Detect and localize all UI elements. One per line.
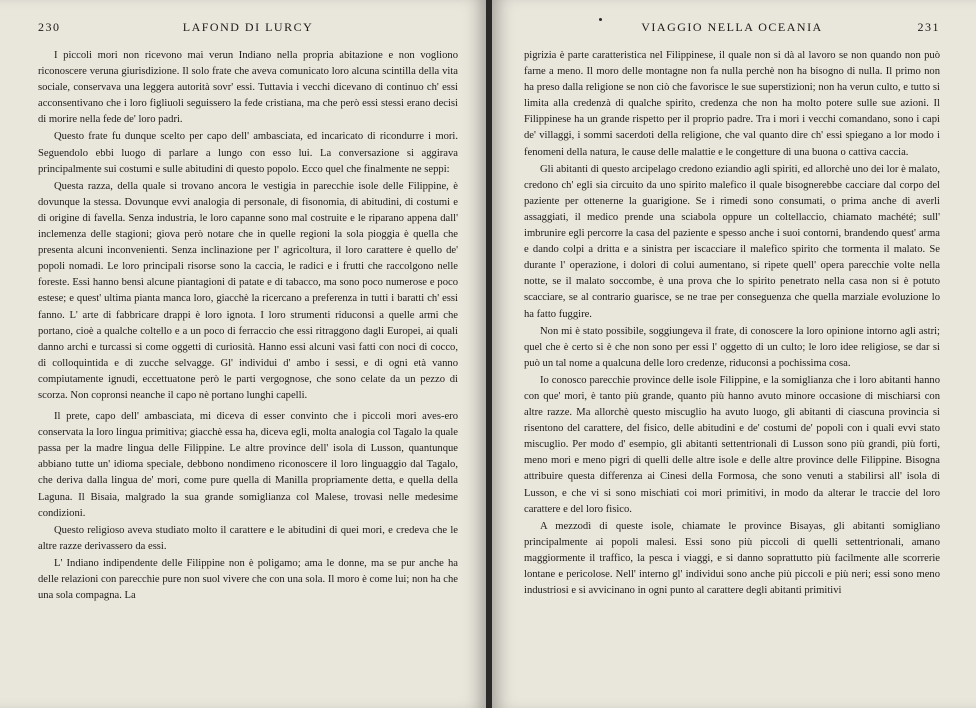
left-page-number: 230: [38, 20, 61, 34]
right-page-content: [524, 20, 940, 599]
ink-speck: [599, 18, 602, 21]
paragraph: Questo frate fu dunque scelto per capo dell' ambasciata, ed incaricato di ricondurre i mori. Seguendolo ebbi luogo di parlare a lungo con esso lui. La conversazione si aggirava principalmente sui costumi e sulle abitudini di questo popolo. Ecco quel che finalmente ne seppi:: [38, 131, 458, 175]
paragraph: I piccoli mori non ricevono mai verun Indiano nella propria abitazione e non vogliono riconoscere veruna giurisdizione. Il solo frate che aveva comunicato loro alcuna scintilla della vita sociale, conservava una leggera autorità sovr' essi. Tuttavia i vecchi dicevano di continuo ch' essi acconsentivano che i loro figliuoli seguissero la fede cristiana, ma che però essi stessi erano decisi di morire nella fede de' loro padri.: [38, 50, 458, 126]
paragraph: A mezzodì di queste isole, chiamate le province Bisayas, gli abitanti somigliano principalmente ai popoli malesi. Essi sono più piccoli di quelli settentrionali, amano maggiormente il traffico, la pesca i viaggi, e si danno soprattutto più facilmente alle scorrerie lontane e pericolose. Nell' interno gl' individui sono anche più piccoli e più neri; essi sono meno industriosi e si avvicinano in ogni punto al carattere degli abitanti primitivi: [524, 520, 940, 597]
right-page: [492, 0, 976, 708]
paragraph: Questa razza, della quale si trovano ancora le vestigia in parecchie isole delle Filippine, è dovunque la stessa. Dovunque evvi analogia di personale, di fisonomia, di abitudini, di costumi e di origine di favella. Senza industria, le loro capanne sono mal costruite e le riparano appena dall' inclemenza delle stagioni; giova però notare che in quelle regioni la sola pioggia è quella che presenta alcuni inconvenienti. Senza inclinazione per l' agricoltura, il loro carattere è quello de' popoli nomadi. Le loro principali risorse sono la caccia, le radici e i frutti che raccolgono nelle foreste. Essi hanno bensì alcune piantagioni di patate e di tabacco, ma sono poco numerose e poco estese; e quest' ultima pianta manca loro, giacchè la ricercano a preferenza in tutti i baratti ch' essi fanno. L' arte di fabbricare drappi è loro ignota. I loro strumenti riduconsi a quelle armi che portano, cioè a qualche coltello e a un poco di ferraccio che essi ritraggono dagli Europei, ai quali danno archi e turcassi si come oggetti di curiosità. Hanno essi alcuni vasi fatti con noci di cocco, di colloquintida e di zucche selvagge. Gl' individui d' ambo i sessi, e di ogni età vanno compiutamente ignudi, eccettuatone però le parti vergognose, che sono celate da un pezzo di scorza. Non copronsi neanche il capo nè portano lunghi capelli.: [38, 180, 458, 401]
right-running-title: VIAGGIO NELLA OCEANIA: [641, 20, 823, 34]
left-body-text: [38, 48, 458, 604]
paragraph: Io conosco parecchie province delle isole Filippine, e la somiglianza che i loro abitanti hanno con que' mori, è tanto più grande, quanto più hanno avuto minore occasione di mischiarsi con altre razze. Ma allorchè questo miscuglio ha avuto luogo, gli abitanti di ciascuna provincia si risentono del carattere, del fisico, delle abitudini e de' costumi de' popoli con i quali evvi stato miscuglio. Per modo d' esempio, gli abitanti settentrionali di Lusson sono più grandi, più forti, meno mori e meno pigri di quelli delle altre isole e delle altre province delle Filippine. Bisogna attribuire questa differenza ai Cinesi della Formosa, che sono venuti a stabilirsi all' isola di Lusson, e che vi si sono mischiati coi mori primitivi, in modo da alterar le traccie del loro carattere e del loro fisico.: [524, 374, 940, 515]
right-page-number: 231: [917, 20, 940, 34]
paragraph: Gli abitanti di questo arcipelago credono eziandio agli spiriti, ed allorchè uno dei lor è malato, credono ch' egli sia circuito da uno spirito malefico il quale bisognerebbe cacciare dal corpo del paziente per ottenerne la guarigione. Se i rimedi sono consumati, o prima anche di averli assaggiati, il medico prende una sciabola oppure un coltellaccio, chiamato machété; sull' imbrunire egli percorre la casa del paziente e spesso anche i suoi contorni, brandendo quest' arma e dando colpi a dritta e a sinistra per iscacciare il malefico spirito che tormenta il malato. Se durante l' operazione, i dolori di colui aumentano, si ripete quell' opera parecchie volte nella notte, se il malato soccombe, è una prova che lo spirito penetrato nella casa non si è potuto scacciare, se al contrario guarisce, se ne trae per conseguenza che quella marziale evoluzione lo ha fatto fuggire.: [524, 163, 940, 320]
right-running-head: [524, 20, 940, 42]
left-running-head: [38, 20, 458, 42]
paragraph: L' Indiano indipendente delle Filippine non è poligamo; ama le donne, ma se pur anche ha delle relazioni con parecchie pure non suol vivere che con una sola. Il moro è come lui; non ha che una sola compagna. La: [38, 557, 458, 602]
paragraph: Questo religioso aveva studiato molto il carattere e le abitudini di quei mori, e credeva che le altre razze derivassero da essi.: [38, 524, 458, 552]
paragraph: pigrizia è parte caratteristica nel Filippinese, il quale non si dà al lavoro se non quando non può farne a meno. Il moro delle montagne non fa nulla perchè non ha bisogno di nulla. Il primo non ha preso dalla religione se non ciò che favorisce le sue superstizioni; non ha verun culto, e tutto si limita alla credenzà di qualche spirito, credenza che non ha molto potere sulle sue azioni. Il Filippinese ha un grande rispetto per il proprio padre. Tra i mori i vecchi comandano, sono i capi de' villaggi, i sommi sacerdoti della religione, che val quanto dire ch' essi spiegano a lor modo i fenomeni della natura, le cause delle malattie e le congetture di una buona o cattiva caccia.: [524, 50, 940, 158]
paragraph: Il prete, capo dell' ambasciata, mi diceva di esser convinto che i piccoli mori aves-ero conservata la loro lingua primitiva; giacchè essa ha, diceva egli, molta analogia col Tagalo la quale passa per la madre lingua delle Filippine. Le altre province dell' isola di Lusson, quantunque abbiano tutte un' idioma speciale, debbono nondimeno riconoscere il loro linguaggio dal Tagalo, che deriva dalla lingua de' mori, come pure quella di Manilla propriamente detta, e quella della Laguna. Il Bisaia, malgrado la sua grande somiglianza col Malese, trovasi nelle medesime condizioni.: [38, 411, 458, 519]
left-page: [0, 0, 486, 708]
paragraph: Non mi è stato possibile, soggiungeva il frate, di conoscere la loro opinione intorno agli astri; quel che è certo si è che non sono per essi l' oggetto di un culto; le loro idee religiose, se dar si può un tal nome a qualcuna delle loro credenze, riduconsi a pochissima cosa.: [524, 325, 940, 369]
left-running-title: LAFOND DI LURCY: [182, 20, 314, 34]
left-page-content: [38, 20, 458, 604]
right-body-text: [524, 48, 940, 599]
